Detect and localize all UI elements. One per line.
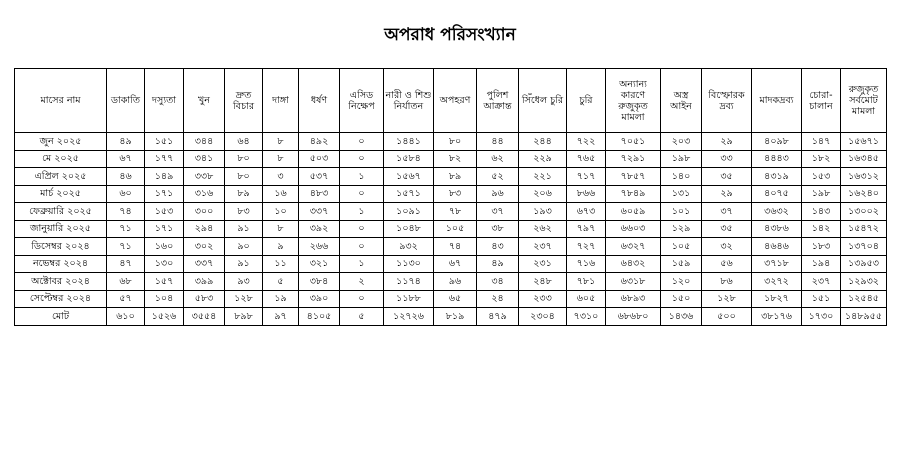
value-cell: ৯১ xyxy=(225,255,263,273)
value-cell: ১৯৪ xyxy=(802,255,841,273)
value-cell: ০ xyxy=(340,220,384,238)
value-cell: ১৫৮৪ xyxy=(384,150,434,168)
value-cell: ০ xyxy=(340,150,384,168)
column-header: ডাকাতি xyxy=(107,69,145,133)
value-cell: ২৪৪ xyxy=(519,133,567,151)
value-cell: ১৭১ xyxy=(145,220,184,238)
value-cell: ০ xyxy=(340,133,384,151)
value-cell: ১৫৪৭২ xyxy=(841,220,887,238)
month-cell: মার্চ ২০২৫ xyxy=(15,185,107,203)
value-cell: ৮৩ xyxy=(225,203,263,221)
value-cell: ৫৮৩ xyxy=(184,290,225,308)
value-cell: ১২৮ xyxy=(225,290,263,308)
value-cell: ৭৮৪৯ xyxy=(606,185,661,203)
page-title: অপরাধ পরিসংখ্যান xyxy=(384,25,516,45)
column-header: সিঁধেল চুরি xyxy=(519,69,567,133)
value-cell: ৩৮১৭৬ xyxy=(752,308,802,326)
table-row xyxy=(15,238,887,256)
value-cell: ৪০৭৫ xyxy=(752,185,802,203)
value-cell: ১৮২ xyxy=(802,150,841,168)
value-cell: ৩৩৭ xyxy=(184,255,225,273)
value-cell: ১০৫ xyxy=(661,238,702,256)
value-cell: ১৪৪১ xyxy=(384,133,434,151)
value-cell: ১৬২৪০ xyxy=(841,185,887,203)
value-cell: ১৫২৬ xyxy=(145,308,184,326)
value-cell: ১৫১ xyxy=(145,133,184,151)
value-cell: ১২৮ xyxy=(702,290,752,308)
value-cell: ৬৩১৮ xyxy=(606,273,661,291)
value-cell: ১৯৮ xyxy=(661,150,702,168)
value-cell: ৬৭৩ xyxy=(567,203,606,221)
value-cell: ৮১৯ xyxy=(434,308,477,326)
value-cell: ১১৭৪ xyxy=(384,273,434,291)
month-cell: ফেব্রুয়ারি ২০২৫ xyxy=(15,203,107,221)
value-cell: ৮৩ xyxy=(434,185,477,203)
value-cell: ১৫৬৭ xyxy=(384,168,434,186)
value-cell: ২৩৭ xyxy=(519,238,567,256)
value-cell: ১১ xyxy=(263,255,299,273)
value-cell: ৫ xyxy=(340,308,384,326)
value-cell: ৩৪ xyxy=(477,273,519,291)
value-cell: ৬৩২৭ xyxy=(606,238,661,256)
table-row xyxy=(15,150,887,168)
value-cell: ১৭১ xyxy=(145,185,184,203)
month-cell: অক্টোবর ২০২৪ xyxy=(15,273,107,291)
table-row xyxy=(15,290,887,308)
value-cell: ২৪৮ xyxy=(519,273,567,291)
value-cell: ৪৬ xyxy=(107,168,145,186)
value-cell: ১২৯ xyxy=(661,220,702,238)
table-row xyxy=(15,168,887,186)
value-cell: ৭৪ xyxy=(107,203,145,221)
value-cell: ৩৪৪ xyxy=(184,133,225,151)
value-cell: ২২৯ xyxy=(519,150,567,168)
value-cell: ৬৬০৩ xyxy=(606,220,661,238)
value-cell: ৭৮ xyxy=(434,203,477,221)
value-cell: ৩৯৯ xyxy=(184,273,225,291)
value-cell: ১ xyxy=(340,203,384,221)
value-cell: ২৯ xyxy=(702,185,752,203)
table-row xyxy=(15,133,887,151)
value-cell: ৪৯ xyxy=(477,255,519,273)
total-row xyxy=(15,308,887,326)
value-cell: ১৪০ xyxy=(661,168,702,186)
value-cell: ৬৫ xyxy=(434,290,477,308)
value-cell: ৩ xyxy=(263,168,299,186)
value-cell: ৮০ xyxy=(225,168,263,186)
value-cell: ১৯ xyxy=(263,290,299,308)
value-cell: ৩০২ xyxy=(184,238,225,256)
value-cell: ০ xyxy=(340,238,384,256)
value-cell: ৬৭ xyxy=(107,150,145,168)
value-cell: ৮ xyxy=(263,133,299,151)
value-cell: ৭১ xyxy=(107,238,145,256)
value-cell: ১৬ xyxy=(263,185,299,203)
value-cell: ২৩৭ xyxy=(802,273,841,291)
value-cell: ৮৯ xyxy=(225,185,263,203)
column-header: দ্রুত বিচার xyxy=(225,69,263,133)
column-header: মাসের নাম xyxy=(15,69,107,133)
column-header: অন্যান্য কারণে রুজুকৃত মামলা xyxy=(606,69,661,133)
value-cell: ১১৮৮ xyxy=(384,290,434,308)
value-cell: ২৩১ xyxy=(519,255,567,273)
value-cell: ২৪ xyxy=(477,290,519,308)
value-cell: ৬০৫ xyxy=(567,290,606,308)
value-cell: ৭৯৭ xyxy=(567,220,606,238)
value-cell: ১০৪ xyxy=(145,290,184,308)
value-cell: ৭৪ xyxy=(434,238,477,256)
column-header: খুন xyxy=(184,69,225,133)
value-cell: ৬০৫৯ xyxy=(606,203,661,221)
value-cell: ১০১ xyxy=(661,203,702,221)
value-cell: ১৮২৭ xyxy=(752,290,802,308)
value-cell: ৭২৯১ xyxy=(606,150,661,168)
column-header: বিস্ফোরক দ্রব্য xyxy=(702,69,752,133)
value-cell: ৭২৭ xyxy=(567,238,606,256)
value-cell: ৯৩ xyxy=(225,273,263,291)
value-cell: ১৫০ xyxy=(661,290,702,308)
value-cell: ৩৯২ xyxy=(299,220,340,238)
value-cell: ৩৪১ xyxy=(184,150,225,168)
table-row xyxy=(15,185,887,203)
value-cell: ২৯ xyxy=(702,133,752,151)
value-cell: ৩৩৭ xyxy=(299,203,340,221)
crime-statistics-table xyxy=(14,68,887,326)
value-cell: ৭২২ xyxy=(567,133,606,151)
month-cell: নভেম্বর ২০২৪ xyxy=(15,255,107,273)
value-cell: ৩৩ xyxy=(702,150,752,168)
value-cell: ৬০ xyxy=(107,185,145,203)
value-cell: ১৫১ xyxy=(802,290,841,308)
value-cell: ২৬২ xyxy=(519,220,567,238)
value-cell: ৬৭ xyxy=(434,255,477,273)
value-cell: ১৪২ xyxy=(802,220,841,238)
value-cell: ১৯৮ xyxy=(802,185,841,203)
value-cell: ৪৪ xyxy=(477,133,519,151)
table-header-row xyxy=(15,69,887,133)
value-cell: ৩০০ xyxy=(184,203,225,221)
value-cell: ৬৪৩২ xyxy=(606,255,661,273)
value-cell: ৮২ xyxy=(434,150,477,168)
value-cell: ৪৯২ xyxy=(299,133,340,151)
value-cell: ১৮৩ xyxy=(802,238,841,256)
value-cell: ৫৬ xyxy=(702,255,752,273)
value-cell: ৪৬৪৬ xyxy=(752,238,802,256)
value-cell: ১৪৩ xyxy=(802,203,841,221)
table-row xyxy=(15,220,887,238)
value-cell: ৪৪৪৩ xyxy=(752,150,802,168)
value-cell: ১৪৭ xyxy=(802,133,841,151)
month-cell: এপ্রিল ২০২৫ xyxy=(15,168,107,186)
table-row xyxy=(15,273,887,291)
column-header: চোরা-চালান xyxy=(802,69,841,133)
value-cell: ৪৩ xyxy=(477,238,519,256)
value-cell: ৪৯ xyxy=(107,133,145,151)
value-cell: ১০৪৮ xyxy=(384,220,434,238)
value-cell: ৯ xyxy=(263,238,299,256)
value-cell: ৪৩১৯ xyxy=(752,168,802,186)
value-cell: ২০৩ xyxy=(661,133,702,151)
value-cell: ৩৭ xyxy=(477,203,519,221)
value-cell: ১০৫ xyxy=(434,220,477,238)
month-cell: ডিসেম্বর ২০২৪ xyxy=(15,238,107,256)
value-cell: ১৫৯ xyxy=(661,255,702,273)
value-cell: ০ xyxy=(340,185,384,203)
value-cell: ৮০ xyxy=(225,150,263,168)
column-header: অপহরণ xyxy=(434,69,477,133)
value-cell: ১২৫৪৫ xyxy=(841,290,887,308)
column-header: ধর্ষণ xyxy=(299,69,340,133)
value-cell: ৩৮ xyxy=(477,220,519,238)
value-cell: ১২০ xyxy=(661,273,702,291)
value-cell: ৭১ xyxy=(107,220,145,238)
value-cell: ২৯৪ xyxy=(184,220,225,238)
column-header: চুরি xyxy=(567,69,606,133)
value-cell: ১০ xyxy=(263,203,299,221)
column-header: দাঙ্গা xyxy=(263,69,299,133)
value-cell: ৫২ xyxy=(477,168,519,186)
value-cell: ৩৯০ xyxy=(299,290,340,308)
value-cell: ৯৭ xyxy=(263,308,299,326)
value-cell: ১৬০ xyxy=(145,238,184,256)
value-cell: ৪৩৮৬ xyxy=(752,220,802,238)
value-cell: ৮৬৬ xyxy=(567,185,606,203)
value-cell: ১৫৭ xyxy=(145,273,184,291)
value-cell: ৭৮১ xyxy=(567,273,606,291)
value-cell: ১৪৮৯৫৫ xyxy=(841,308,887,326)
month-cell: মোট xyxy=(15,308,107,326)
value-cell: ৪৭৯ xyxy=(477,308,519,326)
value-cell: ১৩৭০৪ xyxy=(841,238,887,256)
value-cell: ৫ xyxy=(263,273,299,291)
value-cell: ১৩০ xyxy=(145,255,184,273)
value-cell: ৫৭ xyxy=(107,290,145,308)
value-cell: ৭৬৫ xyxy=(567,150,606,168)
value-cell: ১৬৩৪৫ xyxy=(841,150,887,168)
value-cell: ৬১০ xyxy=(107,308,145,326)
value-cell: ৩৬৩২ xyxy=(752,203,802,221)
column-header: নারী ও শিশু নির্যাতন xyxy=(384,69,434,133)
value-cell: ১৩০০২ xyxy=(841,203,887,221)
value-cell: ৩৩৮ xyxy=(184,168,225,186)
table-row xyxy=(15,203,887,221)
value-cell: ১৫৩ xyxy=(802,168,841,186)
value-cell: ৬৮ xyxy=(107,273,145,291)
value-cell: ৩২৭২ xyxy=(752,273,802,291)
column-header: অস্ত্র আইন xyxy=(661,69,702,133)
value-cell: ৯০ xyxy=(225,238,263,256)
month-cell: মে ২০২৫ xyxy=(15,150,107,168)
value-cell: ৮৯ xyxy=(434,168,477,186)
value-cell: ৫০৩ xyxy=(299,150,340,168)
value-cell: ৫৩৭ xyxy=(299,168,340,186)
value-cell: ৪৭ xyxy=(107,255,145,273)
value-cell: ৯৬ xyxy=(477,185,519,203)
value-cell: ২ xyxy=(340,273,384,291)
column-header: এসিড নিক্ষেপ xyxy=(340,69,384,133)
value-cell: ৭১৬ xyxy=(567,255,606,273)
value-cell: ১৬৩১২ xyxy=(841,168,887,186)
value-cell: ৮৬ xyxy=(702,273,752,291)
value-cell: ৪০৯৮ xyxy=(752,133,802,151)
value-cell: ২০৬ xyxy=(519,185,567,203)
value-cell: ১ xyxy=(340,168,384,186)
value-cell: ৭০৫১ xyxy=(606,133,661,151)
value-cell: ১৫৩ xyxy=(145,203,184,221)
value-cell: ১৭৭ xyxy=(145,150,184,168)
value-cell: ৭১৭ xyxy=(567,168,606,186)
value-cell: ১৩৯৫৩ xyxy=(841,255,887,273)
value-cell: ৩২১ xyxy=(299,255,340,273)
value-cell: ৩৫ xyxy=(702,168,752,186)
column-header: রুজুকৃত সর্বমোট মামলা xyxy=(841,69,887,133)
value-cell: ৩১৬ xyxy=(184,185,225,203)
value-cell: ০ xyxy=(340,290,384,308)
value-cell: ৭৩১০ xyxy=(567,308,606,326)
value-cell: ১ xyxy=(340,255,384,273)
value-cell: ২২১ xyxy=(519,168,567,186)
value-cell: ৯৬ xyxy=(434,273,477,291)
column-header: দস্যুতা xyxy=(145,69,184,133)
value-cell: ১০৯১ xyxy=(384,203,434,221)
value-cell: ১১৩০ xyxy=(384,255,434,273)
value-cell: ১৭৩০ xyxy=(802,308,841,326)
value-cell: ১৪৩৬ xyxy=(661,308,702,326)
value-cell: ৩৫৫৪ xyxy=(184,308,225,326)
value-cell: ৬২ xyxy=(477,150,519,168)
value-cell: ১৩১ xyxy=(661,185,702,203)
value-cell: ৬৮৬৮০ xyxy=(606,308,661,326)
value-cell: ৩৭১৮ xyxy=(752,255,802,273)
column-header: পুলিশ আক্রান্ত xyxy=(477,69,519,133)
table-row xyxy=(15,255,887,273)
value-cell: ১৪৯ xyxy=(145,168,184,186)
month-cell: সেপ্টেম্বর ২০২৪ xyxy=(15,290,107,308)
value-cell: ১৯৩ xyxy=(519,203,567,221)
month-cell: জুন ২০২৫ xyxy=(15,133,107,151)
value-cell: ৬৮৯৩ xyxy=(606,290,661,308)
value-cell: ৮ xyxy=(263,220,299,238)
value-cell: ৯৩২ xyxy=(384,238,434,256)
value-cell: ৩৫ xyxy=(702,220,752,238)
value-cell: ৪৮৩ xyxy=(299,185,340,203)
value-cell: ৮ xyxy=(263,150,299,168)
value-cell: ৯১ xyxy=(225,220,263,238)
value-cell: ৪১০৫ xyxy=(299,308,340,326)
value-cell: ২৬৬ xyxy=(299,238,340,256)
value-cell: ১২৭২৬ xyxy=(384,308,434,326)
month-cell: জানুয়ারি ২০২৫ xyxy=(15,220,107,238)
value-cell: ৮০ xyxy=(434,133,477,151)
value-cell: ৭৮৫৭ xyxy=(606,168,661,186)
value-cell: ১৫৭১ xyxy=(384,185,434,203)
value-cell: ৩৭ xyxy=(702,203,752,221)
value-cell: ৫০০ xyxy=(702,308,752,326)
value-cell: ১৫৬৭১ xyxy=(841,133,887,151)
value-cell: ২৩০৪ xyxy=(519,308,567,326)
value-cell: ৩৮৪ xyxy=(299,273,340,291)
value-cell: ৮৯৮ xyxy=(225,308,263,326)
value-cell: ১২৯৩২ xyxy=(841,273,887,291)
value-cell: ২৩৩ xyxy=(519,290,567,308)
value-cell: ৬৪ xyxy=(225,133,263,151)
column-header: মাদকদ্রব্য xyxy=(752,69,802,133)
value-cell: ৩২ xyxy=(702,238,752,256)
